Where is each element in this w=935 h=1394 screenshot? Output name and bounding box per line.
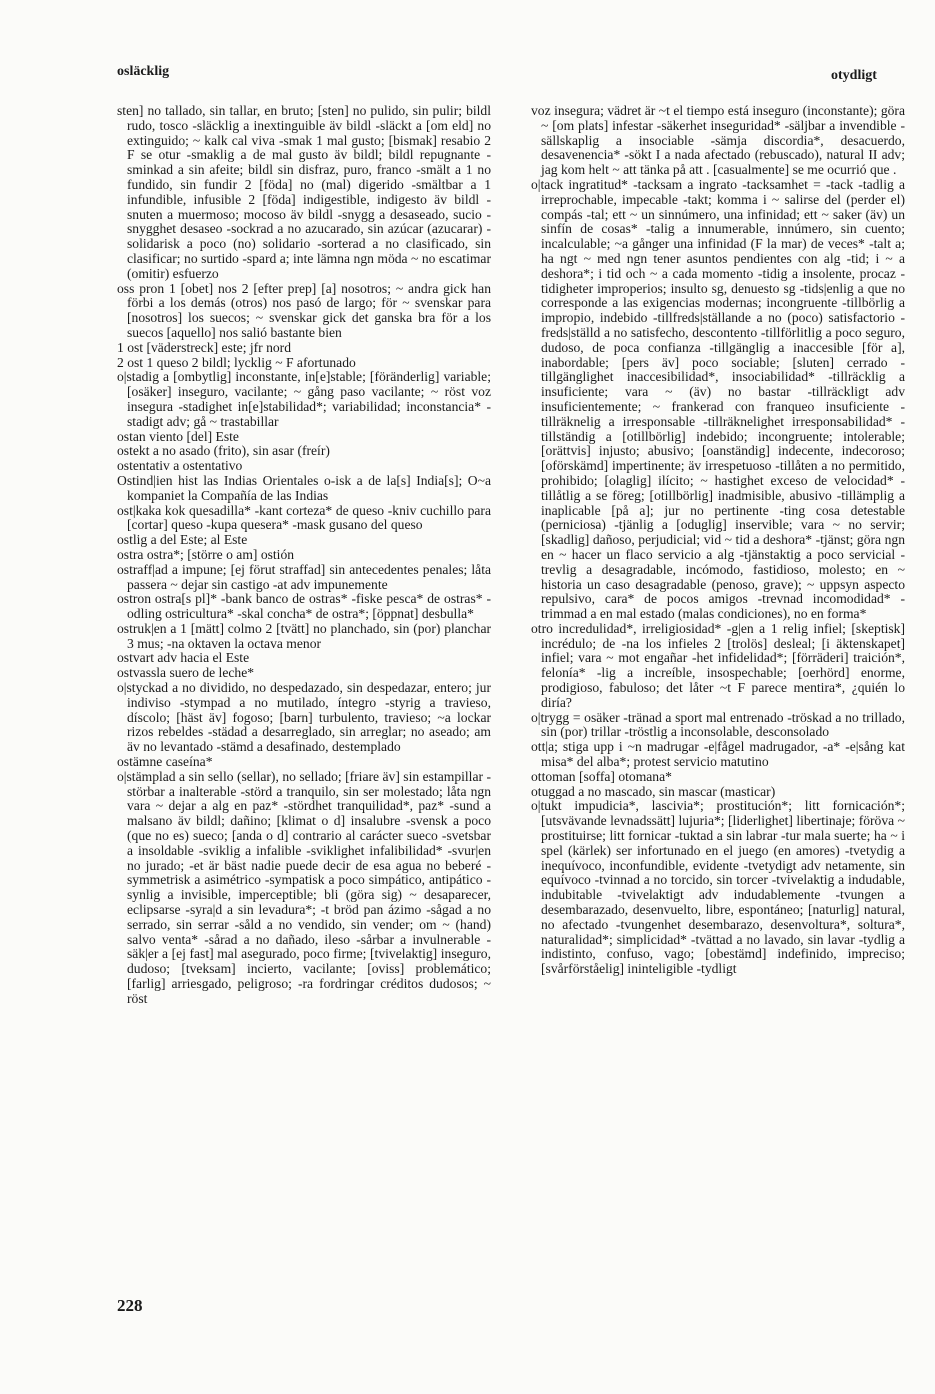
dictionary-entry: o|tack ingratitud* -tacksam a ingrato -tacksamhet = -tack -tadlig a irreprochable, impecable -takt; komma i ~ salirse del (perder el) compás -tal; ett ~ un sinnúmero, una infinidad; ett ~ saker (äv) un sinfín de cosas* -talig a innumerable, innúmero, sin cuento; incalculable; ~a gånger una infinidad (F la mar) de veces* -talt a; ha ngt ~ med ngn tener asuntos pendientes con alg -tid; i ~ a deshora*; i tid och ~ a cada momento -tidig a insolente, procaz -tidigheter improperios; insulto sg, denuesto sg -tids|enlig a que no corresponde a las exigencias modernas; incongruente -tillbörlig a impropio, indebido -tillfreds|ställande a no (poco) satisfactorio -freds|ställd a no satisfecho, descontento -tillförlitlig a poco seguro, dudoso, de poca confianza -tillgänglig a inaccesible [för a], inabordable; [pers äv] poco sociable; [sluten] cerrado -tillgänglighet inaccesibilidad*, insociabilidad* -tillräcklig a insuficiente; vara ~ (äv) no bastar -tillräckligt adv insuficientemente; ~ frankerad con franqueo insuficiente -tillräknelig a irresponsable -tillräknelighet irresponsabilidad* -tillständig a [otillbörlig] indebido; incongruente; intolerable; [orättvis] injusto; abusivo; [oanständig] indecente, indecoroso; [oförskämd] impertinente; äv irrespetuoso -tillåten a no permitido, prohibido; [olaglig] ilícito; ~ hastighet exceso de velocidad* -tillåtlig a se föreg; [otillbörlig] inadmisible, abusivo -tillämplig a inaplicable [på a]; jur no pertinente -ting cosa detestable (perniciosa) -tjänlig a [oduglig] inservible; vara ~ no servir; [skadlig] dañoso, perjudicial; vid ~ tid a deshora* -tjänst; göra ngn en ~ hacer un flaco servicio a alg -tjänstaktig a poco servicial -trevlig a desagradable, incómodo, fastidioso, molesto; en ~ historia un caso desagradable (penoso, grave); ~ uppsyn aspecto repulsivo, cara* de pocos amigos -trevnad incomodidad* -trimmad a en mal estado (malas condiciones), no en forma* [531, 176, 905, 622]
dictionary-entry: ost|kaka kok quesadilla* -kant corteza* de queso -kniv cuchillo para [cortar] queso -kupa quesera* -mask gusano del queso [117, 502, 491, 533]
dictionary-entry: voz insegura; vädret är ~t el tiempo está inseguro (inconstante); göra ~ [om plats] infestar -säkerhet inseguridad* -säljbar a invendible -sällskaplig a insociable -sämja discordia*, desacuerdo, desavenencia* -sökt I a nada afectado (rebuscado), natural II adv; jag kom helt ~ att tänka på att . [casualmente] se me ocurrió que . [531, 103, 905, 178]
dictionary-entry: ostron ostra[s pl]* -bank banco de ostras* -fiske pesca* de ostras* -odling ostricultura* -skal concha* de ostra*; [öppnat] desbulla* [117, 591, 491, 622]
dictionary-entry: ostlig a del Este; al Este [117, 532, 248, 548]
dictionary-entry: ostruk|en a 1 [mätt] colmo 2 [tvätt] no planchado, sin (por) planchar 3 mus; -na oktaven la octava menor [117, 620, 491, 651]
left-column [117, 104, 491, 1007]
dictionary-entry: ostvassla suero de leche* [117, 665, 255, 681]
dictionary-entry: oss pron 1 [obet] nos 2 [efter prep] [a] nosotros; ~ andra gick han förbi a los demás (otros) nos pasó de largo; för ~ svenskar para [nosotros] los suecos; ~ svenskar gick det ganska bra för a los suecos [aquello] nos salió bastante bien [117, 280, 491, 340]
dictionary-entry: Ostind|ien hist las Indias Orientales o-isk a de la[s] India[s]; O~a kompaniet la Compañía de las Indias [117, 472, 491, 503]
dictionary-entry: ostra ostra*; [större o am] ostión [117, 546, 295, 562]
right-guideword: otydligt [831, 68, 877, 83]
left-guideword: osläcklig [117, 64, 170, 79]
dictionary-entry: ottoman [soffa] otomana* [531, 768, 672, 784]
right-column [531, 104, 905, 977]
dictionary-entry: ostentativ a ostentativo [117, 458, 243, 474]
dictionary-entry: otuggad a no mascado, sin mascar (masticar) [531, 783, 776, 799]
dictionary-entry: ostvart adv hacia el Este [117, 650, 250, 666]
dictionary-entry: otro incredulidad*, irreligiosidad* -g|en a 1 relig infiel; [skeptisk] incrédulo; de -na los infieles 2 [trolös] desleal; [i äktenskapet] infiel; vara ~ mot engañar -het infidelidad*; [förräderi] traición*, felonía* -lig a increíble, insospechable; [oerhörd] enorme, prodigioso, fabuloso; det låter ~t F parece mentira*, ¿quién lo diría? [531, 620, 905, 710]
dictionary-entry: ostämne caseína* [117, 754, 213, 770]
dictionary-entry: o|stämplad a sin sello (sellar), no sellado; [friare äv] sin estampillar -störbar a inalterable -störd a tranquilo, sin ser molestado; låta ngn vara ~ dejar a alg en paz* -stördhet tranquilidad*, paz* -sund a malsano äv bildl; dañino; [klimat o d] insalubre -svensk a poco (que no es) sueco; [anda o d] contrario al carácter sueco -svetsbar a insoldable -sviklig a infalible -sviklighet infalibilidad* -svur|en no jurado; -et är bäst nadie puede decir de esa agua no beberé -symmetrisk a asimétrico -sympatisk a poco simpático, antipático -synlig a invisible, imperceptible; bli (göra sig) ~ desaparecer, eclipsarse -syra|d a sin levadura*; -t bröd pan ázimo -sågad a no serrado, sin serrar -såld a no vendido, sin vender; om ~ (hand) salvo venta* -sårad a no dañado, ileso -sårbar a invulnerable -säk|er a [ej fast] mal asegurado, poco firme; [tvivelaktig] inseguro, dudoso; [tveksam] incierto, vacilante; [oviss] problemático; [farlig] arriesgado, peligroso; -ra fordringar créditos dudosos; ~ röst [117, 768, 491, 1006]
dictionary-entry: o|stadig a [ombytlig] inconstante, in[e]stable; [föränderlig] variable; [osäker] inseguro, vacilante; ~ gång paso vacilante; ~ röst voz insegura -stadighet in[e]stabilidad*; variabilidad; inconstancia* -stadigt adv; gå ~ trastabillar [117, 369, 491, 429]
dictionary-entry: o|trygg = osäker -tränad a sport mal entrenado -tröskad a no trillado, sin (por) trillar -tröstlig a inconsolable, desconsolado [531, 709, 905, 740]
dictionary-entry: sten] no tallado, sin tallar, en bruto; [sten] no pulido, sin pulir; bildl rudo, tosco -släcklig a inextinguible äv bildl -släckt a [om eld] no extinguido; ~ kalk cal viva -smak 1 mal gusto; [bismak] resabio 2 F se otur -smaklig a de mal gusto äv bildl; bildl repugnante -sminkad a sin afeite; bildl sin disfraz, puro, franco -smält a 1 no fundido, sin fundir 2 [föda] no (mal) digerido -smältbar a 1 infundible, infusible 2 [föda] indigestible, indigesto äv bildl -snuten a muermoso; mocoso äv bildl -snygg a desaseado, sucio -snygghet desaseo -sockrad a no azucarado, sin azúcar (azucarar) -solidarisk a poco (no) solidario -sorterad a no clasificado, sin clasificar; no surtido -spard a; inte lämna ngn möda ~ no escatimar (omitir) esfuerzo [117, 103, 491, 281]
page-number: 228 [117, 1296, 143, 1315]
dictionary-entry: ostraff|ad a impune; [ej förut straffad] sin antecedentes penales; låta passera ~ dejar sin castigo -at adv impunemente [117, 561, 491, 592]
dictionary-entry: o|styckad a no dividido, no despedazado, sin despedazar, entero; jur indiviso -stympad a no mutilado, íntegro -styrig a travieso, díscolo; [häst äv] fogoso; [barn] turbulento, travieso; ~a lockar rizos rebeldes -städad a desarreglado, sin arreglar; no aseado; am äv no levantado -stämd a desafinado, destemplado [117, 680, 491, 755]
dictionary-entry: 2 ost 1 queso 2 bildl; lycklig ~ F afortunado [117, 354, 356, 370]
dictionary-entry: 1 ost [väderstreck] este; jfr nord [117, 339, 292, 355]
dictionary-entry: ostan viento [del] Este [117, 428, 239, 444]
dictionary-entry: ostekt a no asado (frito), sin asar (freír) [117, 443, 330, 459]
dictionary-entry: ott|a; stiga upp i ~n madrugar -e|fågel madrugador, -a* -e|sång kat misa* del alba*; protest servicio matutino [531, 739, 905, 770]
dictionary-entry: o|tukt impudicia*, lascivia*; prostitución*; litt fornicación*; [utsvävande levnadssätt] lujuria*; [liderlighet] libertinaje; föröva ~ prostituirse; litt fornicar -tuktad a sin labrar -tur mala suerte; ha ~ i spel (kärlek) ser infortunado en el juego (en amores) -tvetydig a inequívoco, inconfundible, evidente -tvetydigt adv netamente, sin equívoco -tvinnad a no torcido, sin torcer -tvivelaktig a indudable, indubitable -tvivelaktigt adv indudablemente -tvungen a desembarazado, desenvuelto, libre, espontáneo; [naturlig] natural, no afectado -tvungenhet desembarazo, desenvoltura*, soltura*, naturalidad*; simplicidad* -tvättad a no lavado, sin lavar -tydlig a indistinto, confuso, vago; [obestämd] indefinido, impreciso; [svårförståelig] ininteligible -tydligt [531, 798, 905, 977]
